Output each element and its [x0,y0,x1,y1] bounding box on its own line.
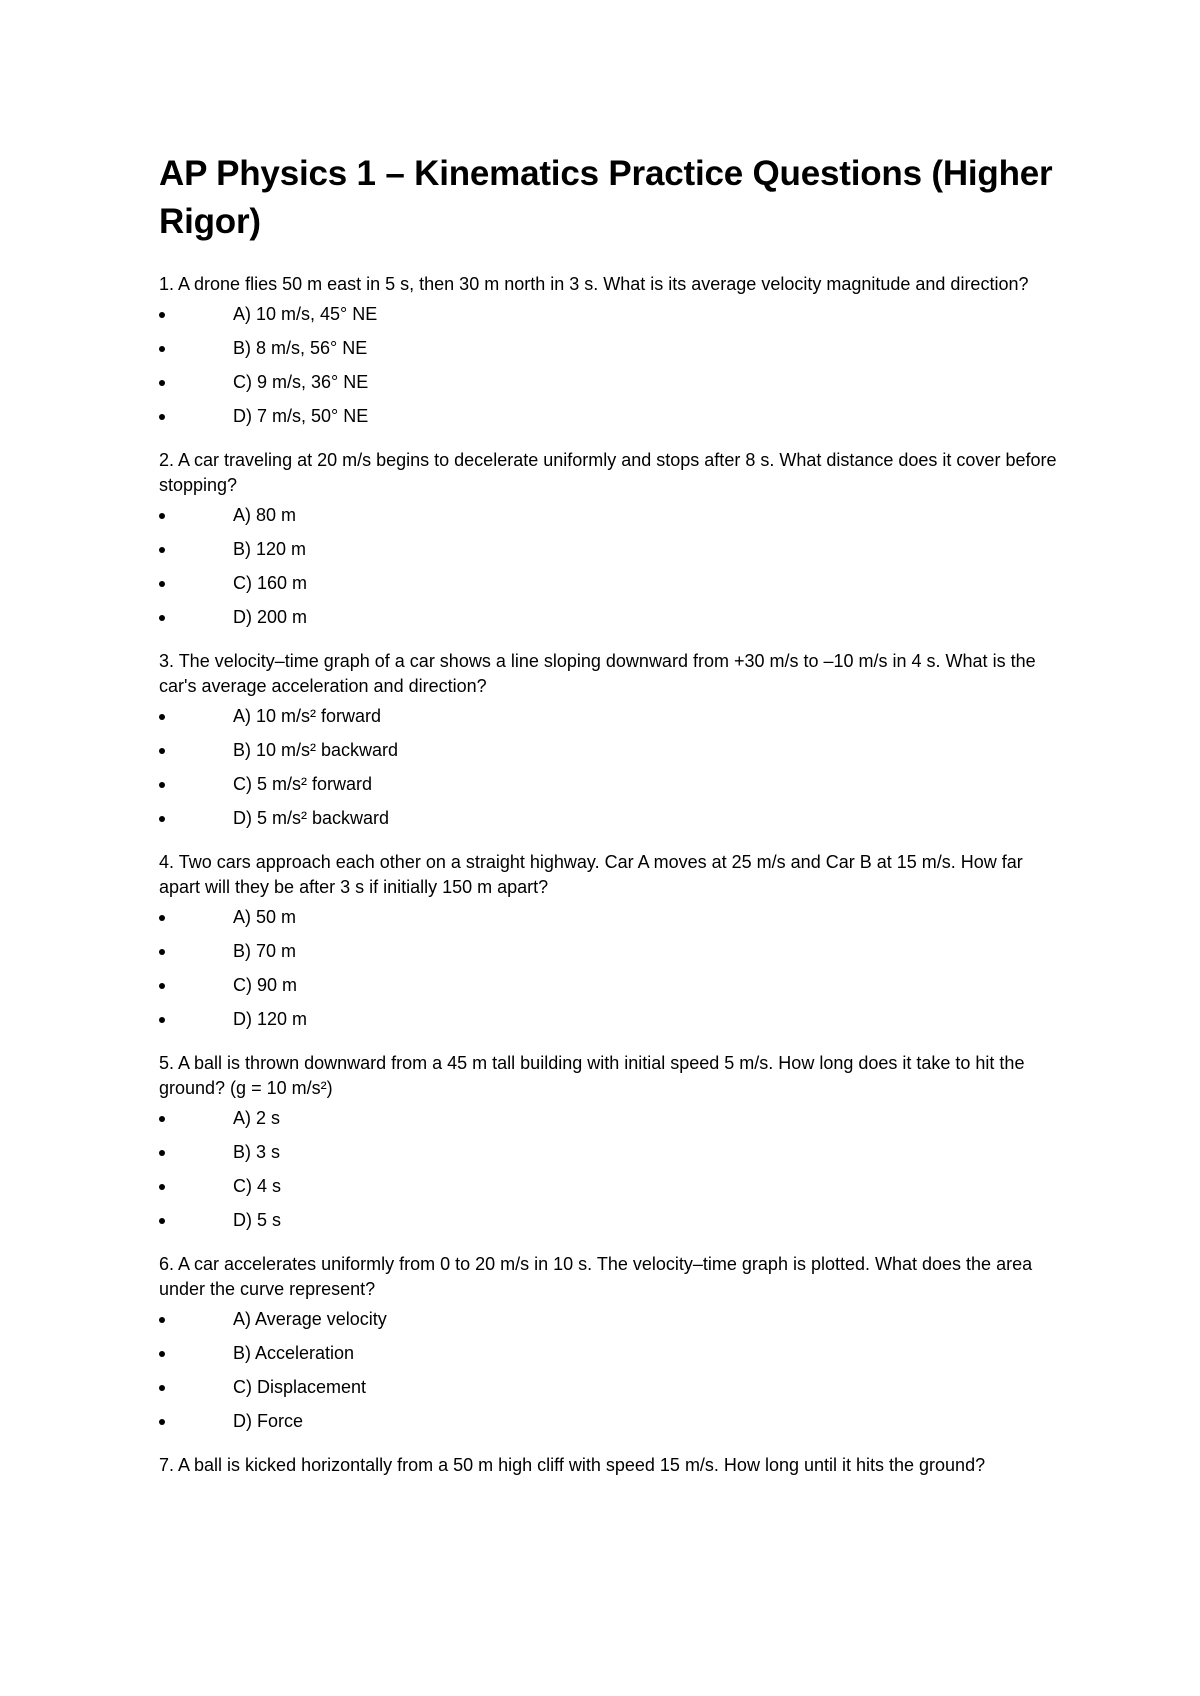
option-text: B) 8 m/s, 56° NE [233,338,368,358]
option-text: C) 90 m [233,975,298,995]
bullet-icon [159,816,165,822]
answer-options [159,503,1059,639]
option-text: B) 70 m [233,941,297,961]
option-text: C) 5 m/s² forward [233,774,373,794]
option-text: D) 7 m/s, 50° NE [233,406,369,426]
question-6 [159,1252,1059,1443]
bullet-icon [159,380,165,386]
answer-option [159,1208,1059,1242]
answer-option [159,336,1059,370]
question-3 [159,649,1059,840]
question-text: 7. A ball is kicked horizontally from a 50 m high cliff with speed 15 m/s. How long until it hits the ground? [159,1455,986,1475]
option-text: B) 10 m/s² backward [233,740,399,760]
question-text: 4. Two cars approach each other on a straight highway. Car A moves at 25 m/s and Car B at 15 m/s. How far apart will they be after 3 s if initially 150 m apart? [159,852,1023,897]
answer-option [159,302,1059,336]
bullet-icon [159,1116,165,1122]
bullet-icon [159,782,165,788]
answer-option [159,1007,1059,1041]
option-text: C) 9 m/s, 36° NE [233,372,369,392]
answer-option [159,1409,1059,1443]
bullet-icon [159,949,165,955]
bullet-icon [159,1351,165,1357]
answer-options [159,302,1059,438]
answer-option [159,404,1059,438]
answer-option [159,1140,1059,1174]
option-text: B) Acceleration [233,1343,355,1363]
answer-option [159,537,1059,571]
option-text: A) 10 m/s, 45° NE [233,304,378,324]
bullet-icon [159,547,165,553]
answer-option [159,1375,1059,1409]
bullet-icon [159,915,165,921]
question-text: 6. A car accelerates uniformly from 0 to 20 m/s in 10 s. The velocity–time graph is plotted. What does the area under the curve represent? [159,1254,1033,1299]
answer-option [159,1341,1059,1375]
bullet-icon [159,1419,165,1425]
answer-options [159,905,1059,1041]
answer-option [159,905,1059,939]
bullet-icon [159,1150,165,1156]
bullet-icon [159,312,165,318]
answer-option [159,571,1059,605]
option-text: D) 200 m [233,607,308,627]
bullet-icon [159,581,165,587]
option-text: A) 10 m/s² forward [233,706,382,726]
question-text: 5. A ball is thrown downward from a 45 m tall building with initial speed 5 m/s. How long does it take to hit the ground? (g = 10 m/s²) [159,1053,1025,1098]
answer-option [159,973,1059,1007]
answer-options [159,1307,1059,1443]
option-text: A) 50 m [233,907,297,927]
bullet-icon [159,714,165,720]
bullet-icon [159,346,165,352]
answer-option [159,772,1059,806]
question-2 [159,448,1059,639]
option-text: B) 3 s [233,1142,281,1162]
bullet-icon [159,1385,165,1391]
answer-option [159,1106,1059,1140]
answer-option [159,939,1059,973]
question-4 [159,850,1059,1041]
bullet-icon [159,615,165,621]
option-text: D) Force [233,1411,304,1431]
option-text: B) 120 m [233,539,307,559]
option-text: C) 160 m [233,573,308,593]
option-text: C) 4 s [233,1176,282,1196]
question-text: 2. A car traveling at 20 m/s begins to decelerate uniformly and stops after 8 s. What distance does it cover before stopping? [159,450,1057,495]
question-7 [159,1453,1059,1478]
bullet-icon [159,983,165,989]
bullet-icon [159,513,165,519]
bullet-icon [159,1317,165,1323]
answer-option [159,806,1059,840]
option-text: D) 5 m/s² backward [233,808,390,828]
bullet-icon [159,1017,165,1023]
bullet-icon [159,414,165,420]
question-5 [159,1051,1059,1242]
bullet-icon [159,1218,165,1224]
answer-options [159,1106,1059,1242]
option-text: C) Displacement [233,1377,367,1397]
answer-option [159,605,1059,639]
option-text: D) 120 m [233,1009,308,1029]
answer-option [159,370,1059,404]
answer-option [159,1307,1059,1341]
bullet-icon [159,1184,165,1190]
question-text: 3. The velocity–time graph of a car shows a line sloping downward from +30 m/s to –10 m/s in 4 s. What is the car's average acceleration and direction? [159,651,1036,696]
answer-option [159,738,1059,772]
answer-options [159,704,1059,840]
bullet-icon [159,748,165,754]
option-text: A) 80 m [233,505,297,525]
answer-option [159,503,1059,537]
document-title: AP Physics 1 – Kinematics Practice Questions (Higher Rigor) [159,154,1053,241]
answer-option [159,704,1059,738]
question-text: 1. A drone flies 50 m east in 5 s, then 30 m north in 3 s. What is its average velocity magnitude and direction? [159,274,1029,294]
document-page [159,150,1059,1483]
question-1 [159,272,1059,438]
option-text: A) Average velocity [233,1309,387,1329]
option-text: A) 2 s [233,1108,281,1128]
answer-option [159,1174,1059,1208]
option-text: D) 5 s [233,1210,282,1230]
